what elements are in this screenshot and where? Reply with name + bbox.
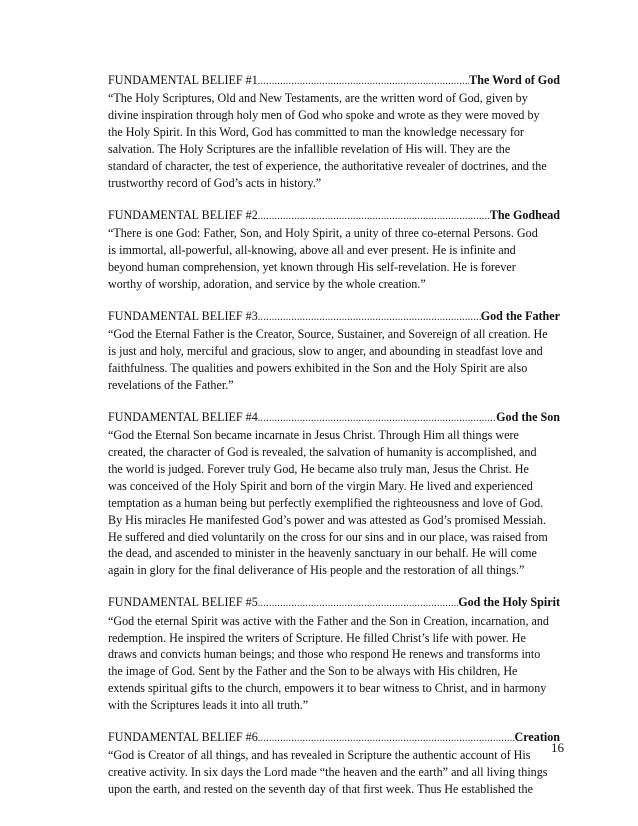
belief-heading <box>108 409 560 427</box>
belief-2 <box>108 207 560 293</box>
belief-text: “There is one God: Father, Son, and Holy Spirit, a unity of three co-eternal Persons. God is immortal, all-powerful, all-knowing, above all and ever present. He is infinite and beyond human comprehension, yet known through His self-revelation. He is forever worthy of worship, adoration, and service by the whole creation.” <box>108 226 538 291</box>
belief-title: God the Father <box>480 308 560 323</box>
belief-heading <box>108 729 560 747</box>
belief-4 <box>108 409 560 579</box>
belief-label: FUNDAMENTAL BELIEF #5 <box>108 595 258 610</box>
belief-heading <box>108 308 560 326</box>
dot-leader <box>258 309 481 326</box>
dot-leader <box>258 595 458 612</box>
belief-text: “God the eternal Spirit was active with the Father and the Son in Creation, incarnation, and redemption. He inspired the writers of Scripture. He filled Christ’s life with power. He draws and convicts human beings; and those who respond He renews and transforms into the image of God. Sent by the Father and the Son to be always with His children, He extends spiritual gifts to the church, empowers it to bear witness to Christ, and in harmony with the Scriptures leads it into all truth.” <box>108 613 549 713</box>
belief-label: FUNDAMENTAL BELIEF #4 <box>108 409 258 424</box>
belief-text: “God the Eternal Father is the Creator, Source, Sustainer, and Sovereign of all creation. He is just and holy, merciful and gracious, slow to anger, and abounding in steadfast love and faithfulness. The qualities and powers exhibited in the Son and the Holy Spirit are also revelations of the Father.” <box>108 327 548 392</box>
belief-text: “The Holy Scriptures, Old and New Testaments, are the written word of God, given by divine inspiration through holy men of God who spoke and wrote as they were moved by the Holy Spirit. In this Word, God has committed to man the knowledge necessary for salvation. The Holy Scriptures are the infallible revelation of His will. They are the standard of character, the test of experience, the authoritative revealer of doctrines, and the trustworthy record of God’s acts in history.” <box>108 91 547 190</box>
belief-3 <box>108 308 560 394</box>
belief-heading <box>108 594 560 612</box>
belief-heading <box>108 72 560 90</box>
belief-label: FUNDAMENTAL BELIEF #1 <box>108 73 258 87</box>
belief-5 <box>108 594 560 714</box>
belief-1 <box>108 72 560 192</box>
belief-heading <box>108 207 560 225</box>
belief-title: God the Son <box>496 409 560 424</box>
document-body <box>108 72 560 813</box>
belief-6 <box>108 729 560 798</box>
belief-title: God the Holy Spirit <box>458 595 560 610</box>
belief-label: FUNDAMENTAL BELIEF #2 <box>108 207 258 222</box>
belief-title: The Godhead <box>489 207 560 222</box>
belief-text: “God is Creator of all things, and has revealed in Scripture the authentic account of His creative activity. In six days the Lord made “the heaven and the earth” and all living things upon the earth, and rested on the seventh day of that first week. Thus He established the <box>108 748 548 797</box>
belief-label: FUNDAMENTAL BELIEF #3 <box>108 308 258 323</box>
belief-title: The Word of God <box>469 73 560 87</box>
dot-leader <box>258 73 469 90</box>
dot-leader <box>258 208 490 225</box>
page-number: 16 <box>551 740 564 755</box>
dot-leader <box>258 730 515 747</box>
belief-text: “God the Eternal Son became incarnate in Jesus Christ. Through Him all things were created, the character of God is revealed, the salvation of humanity is accomplished, and the world is judged. Forever truly God, He became also truly man, Jesus the Christ. He was conceived of the Holy Spirit and born of the virgin Mary. He lived and experienced temptation as a human being but perfectly exemplified the righteousness and love of God. By His miracles He manifested God’s power and was attested as God’s promised Messiah. He suffered and died voluntarily on the cross for our sins and in our place, was raised from the dead, and ascended to minister in the heavenly sanctuary in our behalf. He will come again in glory for the final deliverance of His people and the restoration of all things.” <box>108 428 548 578</box>
belief-label: FUNDAMENTAL BELIEF #6 <box>108 730 258 745</box>
belief-title: Creation <box>514 730 560 745</box>
dot-leader <box>258 410 496 427</box>
